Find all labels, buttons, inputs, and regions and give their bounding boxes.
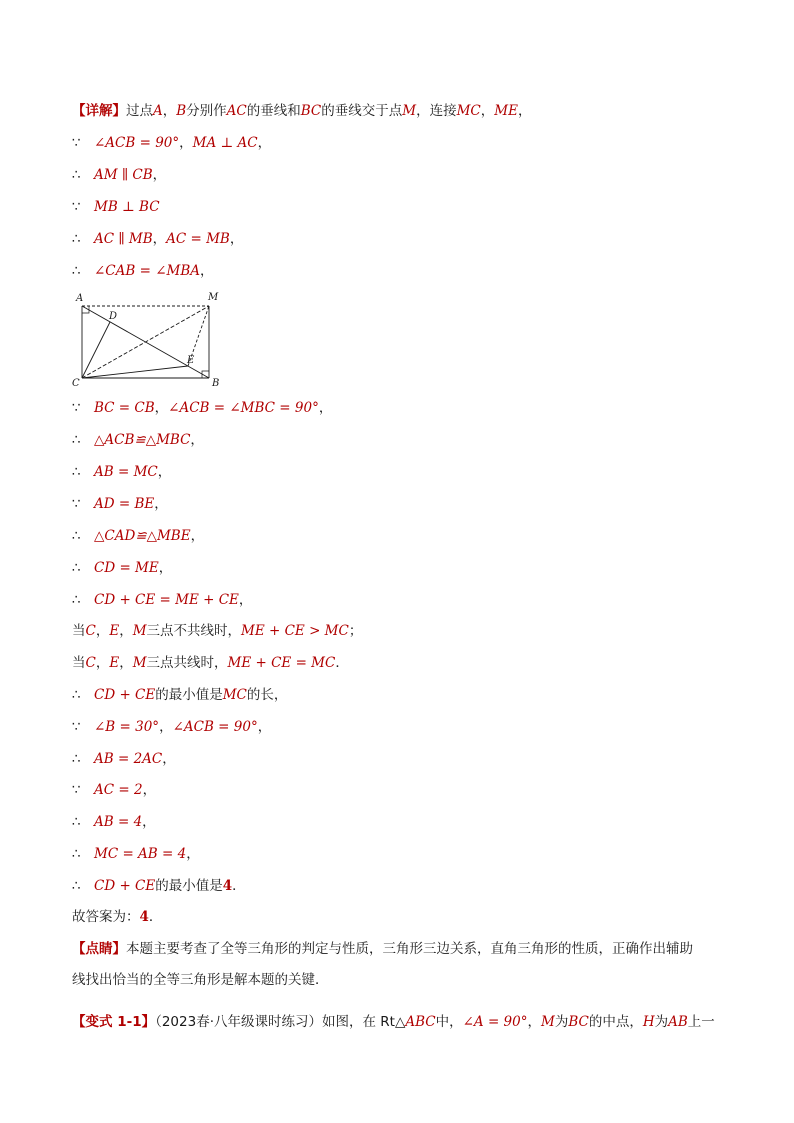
math-expression: AC [226, 103, 247, 119]
text-line [72, 229, 243, 249]
text-line [72, 526, 204, 546]
math-expression: BC [300, 103, 322, 119]
text-segment: ， [318, 400, 333, 416]
text-segment: ∵ [72, 400, 81, 416]
text-line [72, 590, 252, 610]
text-line [72, 261, 214, 281]
math-expression: CD + CE [94, 687, 156, 703]
text-segment: ∴ [72, 687, 81, 703]
text-segment: ． [148, 909, 163, 925]
math-expression: AC = MB [166, 231, 230, 247]
text-segment: ， [190, 528, 205, 544]
math-expression: MC [456, 103, 481, 119]
text-segment: ∴ [72, 751, 81, 767]
text-segment: 当 [72, 623, 86, 639]
text-line [72, 398, 332, 418]
text-line [72, 494, 168, 514]
text-segment: ∵ [72, 719, 81, 735]
text-segment: ∴ [72, 167, 81, 183]
label-b: B [212, 378, 220, 388]
text-segment: ∴ [72, 231, 81, 247]
text-segment: ， [142, 782, 157, 798]
math-expression: M [540, 1014, 555, 1030]
text-line [72, 621, 362, 641]
text-segment: ， [238, 592, 253, 608]
text-line [72, 876, 246, 896]
text-segment: ∴ [72, 878, 81, 894]
math-expression: ∠A = 90° [462, 1014, 528, 1030]
text-segment: ； [348, 623, 363, 639]
text-segment: ∴ [72, 432, 81, 448]
label-d: D [109, 311, 118, 322]
segment-cd [82, 322, 110, 378]
text-segment: ∵ [72, 135, 81, 151]
text-line [72, 749, 176, 769]
text-segment: ， [480, 103, 495, 119]
text-line [72, 197, 160, 217]
math-expression: 4 [222, 878, 233, 894]
math-expression: AM ∥ CB [94, 167, 153, 183]
text-segment: ， [119, 655, 133, 671]
text-segment: ， [186, 846, 200, 862]
text-segment: ， [154, 496, 168, 512]
text-segment: ， [95, 655, 110, 671]
text-segment: 故答案为： [72, 909, 140, 925]
text-segment: ． [335, 655, 349, 671]
math-expression: 4 [139, 909, 149, 925]
text-segment: ， [229, 231, 244, 247]
text-segment: ， [257, 135, 272, 151]
text-segment: 的最小值是 [155, 687, 223, 703]
math-expression: ∠CAB = ∠MBA [94, 263, 201, 279]
text-segment: ， [179, 135, 193, 151]
text-segment: ∴ [72, 464, 81, 480]
text-line [72, 844, 200, 864]
text-segment: 的垂线和 [246, 103, 301, 119]
text-segment: ∴ [72, 592, 81, 608]
text-segment: ， [152, 231, 167, 247]
label-m: M [208, 292, 219, 303]
geometry-figure [72, 288, 232, 388]
text-line [72, 812, 156, 832]
text-segment: ， [257, 719, 272, 735]
text-segment: ， [517, 103, 532, 119]
text-line [72, 462, 171, 482]
text-segment: ∵ [72, 496, 81, 512]
math-expression: ABC [405, 1014, 436, 1030]
label-e: E [187, 355, 195, 366]
text-segment: ． [232, 878, 246, 894]
math-expression: AB = 2AC [94, 751, 163, 767]
math-expression: C [85, 655, 96, 671]
text-segment: ， [162, 751, 176, 767]
math-expression: CD = ME [94, 560, 159, 576]
math-expression: CD + CE = ME + CE [94, 592, 239, 608]
text-segment: ，连接 [416, 103, 457, 119]
text-segment: 三点不共线时， [146, 623, 242, 639]
math-expression: AC = 2 [94, 782, 143, 798]
text-segment: ， [200, 263, 214, 279]
math-expression: MB ⊥ BC [94, 199, 160, 215]
text-segment: 为 [654, 1014, 669, 1030]
text-line [72, 430, 204, 450]
text-segment: 当 [72, 655, 86, 671]
text-line [72, 780, 156, 800]
text-line [72, 558, 172, 578]
text-segment: 【点睛】 [72, 941, 126, 957]
math-expression: MC = AB = 4 [94, 846, 187, 862]
math-expression: ∠ACB = ∠MBC = 90° [168, 400, 319, 416]
math-expression: E [109, 655, 120, 671]
math-expression: △ACB≌△MBC [94, 432, 191, 448]
math-expression: AD = BE [94, 496, 155, 512]
math-expression: ∠B = 30° [94, 719, 160, 735]
text-segment: 的垂线交于点 [321, 103, 403, 119]
text-segment: 的中点， [588, 1014, 643, 1030]
text-line [72, 1012, 715, 1032]
text-line [72, 717, 271, 737]
math-expression: ME [494, 103, 518, 119]
math-expression: MC [222, 687, 247, 703]
text-segment: 为 [554, 1014, 569, 1030]
text-segment: 的长， [246, 687, 288, 703]
label-c: C [72, 378, 80, 388]
text-segment: ， [190, 432, 204, 448]
text-line [72, 133, 271, 153]
label-a: A [76, 293, 84, 304]
math-expression: ME + CE = MC [227, 655, 336, 671]
text-segment: 过点 [126, 103, 153, 119]
text-segment: ， [152, 167, 167, 183]
text-segment: ∵ [72, 199, 81, 215]
text-segment: （2023春·八年级课时练习）如图，在 Rt△ [155, 1014, 406, 1030]
text-segment: 上一 [687, 1014, 715, 1030]
math-expression: H [642, 1014, 655, 1030]
text-segment: ， [158, 560, 173, 576]
text-segment: 【变式 1-1】 [72, 1014, 156, 1030]
text-segment: 本题主要考查了全等三角形的判定与性质，三角形三边关系，直角三角形的性质，正确作出辅助 [126, 941, 693, 957]
math-expression: ME + CE > MC [241, 623, 349, 639]
math-expression: ∠ACB = 90° [172, 719, 258, 735]
text-segment: ∴ [72, 528, 81, 544]
math-expression: M [132, 655, 147, 671]
text-segment: ， [159, 719, 173, 735]
math-expression: M [132, 623, 147, 639]
text-segment: 【详解】 [72, 103, 126, 119]
text-segment: ， [162, 103, 177, 119]
math-expression: BC [568, 1014, 589, 1030]
text-segment: ∴ [72, 846, 81, 862]
text-segment: ， [527, 1014, 541, 1030]
text-segment: 中， [435, 1014, 463, 1030]
math-expression: M [402, 103, 417, 119]
text-line [72, 101, 531, 121]
text-segment: ， [142, 814, 156, 830]
math-expression: ∠ACB = 90° [94, 135, 180, 151]
text-segment: ∵ [72, 782, 81, 798]
math-expression: A [153, 103, 163, 119]
math-expression: CD + CE [94, 878, 156, 894]
text-segment: 三点共线时， [146, 655, 228, 671]
math-expression: B [176, 103, 187, 119]
text-line [72, 907, 162, 927]
text-segment: ， [95, 623, 110, 639]
math-expression: C [85, 623, 96, 639]
text-segment: ， [154, 400, 169, 416]
text-line [72, 165, 166, 185]
text-line [72, 653, 349, 673]
segment-ce [82, 366, 188, 378]
math-expression: AB [668, 1014, 688, 1030]
text-segment: ， [157, 464, 172, 480]
math-expression: MA ⊥ AC [192, 135, 258, 151]
math-expression: AC ∥ MB [94, 231, 153, 247]
text-line [72, 939, 693, 959]
text-segment: ∴ [72, 263, 81, 279]
math-expression: △CAD≌△MBE [94, 528, 191, 544]
text-segment: ∴ [72, 560, 81, 576]
text-line [72, 970, 329, 990]
text-segment: ∴ [72, 814, 81, 830]
math-expression: BC = CB [94, 400, 155, 416]
text-segment: 的最小值是 [155, 878, 223, 894]
text-line [72, 685, 287, 705]
text-segment: 分别作 [186, 103, 227, 119]
math-expression: AB = MC [94, 464, 158, 480]
math-expression: E [109, 623, 120, 639]
text-segment: ， [119, 623, 133, 639]
math-expression: AB = 4 [94, 814, 143, 830]
text-segment: 线找出恰当的全等三角形是解本题的关键． [72, 972, 329, 988]
